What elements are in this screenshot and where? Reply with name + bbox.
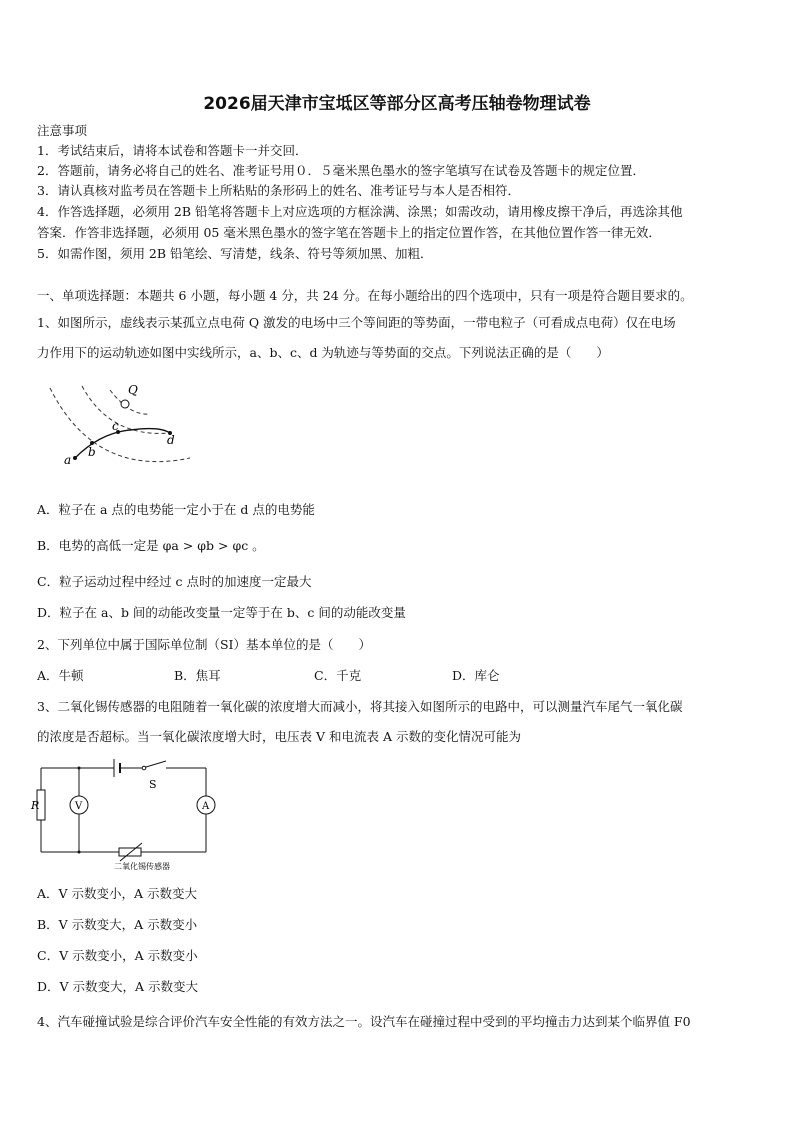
point-a	[73, 456, 77, 460]
q1-option-b: B．电势的高低一定是 φa > φb > φc 。	[37, 538, 265, 553]
q1-field-figure	[40, 378, 220, 473]
q2-stem: 2、下列单位中属于国际单位制（SI）基本单位的是（ ）	[37, 637, 371, 652]
q3-circuit-figure	[31, 755, 229, 875]
note-item: 2．答题前，请务必将自己的姓名、准考证号用０．５毫米黑色墨水的签字笔填写在试卷及答题卡的规定位置．	[37, 163, 645, 178]
label-d: d	[167, 433, 175, 447]
q1-option-d: D．粒子在 a、b 间的动能改变量一定等于在 b、c 间的动能改变量	[37, 605, 406, 620]
q2-option-d: D．库仑	[452, 668, 500, 683]
q1-option-c: C．粒子运动过程中经过 c 点时的加速度一定最大	[37, 574, 312, 589]
equipotential-middle	[82, 386, 170, 433]
sensor-label: 二氧化锡传感器	[114, 862, 170, 871]
switch-contact	[142, 766, 146, 770]
q1-stem-line2: 力作用下的运动轨迹如图中实线所示，a、b、c、d 为轨迹与等势面的交点。下列说法正确的是（ ）	[37, 345, 609, 360]
resistor-label: R	[31, 799, 40, 812]
q3-option-c: C．V 示数变小，A 示数变小	[37, 948, 198, 963]
switch-label: S	[149, 778, 157, 791]
q3-option-a: A．V 示数变小，A 示数变大	[37, 886, 198, 901]
equipotential-outer	[50, 388, 190, 462]
note-item: 答案．作答非选择题，必须用 05 毫米黑色墨水的签字笔在答题卡上的指定位置作答，在其他位置作答一律无效．	[37, 225, 661, 240]
q1-stem-line1: 1、如图所示，虚线表示某孤立点电荷 Q 激发的电场中三个等间距的等势面，一带电粒子（可看成点电荷）仅在电场	[37, 315, 676, 330]
q2-option-c: C．千克	[314, 668, 362, 683]
notes-heading: 注意事项	[37, 123, 88, 138]
voltmeter-label: V	[75, 801, 83, 812]
q3-option-d: D．V 示数变大，A 示数变大	[37, 979, 199, 994]
q1-option-a: A．粒子在 a 点的电势能一定小于在 d 点的电势能	[37, 502, 315, 517]
note-item: 4．作答选择题，必须用 2B 铅笔将答题卡上对应选项的方框涂满、涂黑；如需改动，请用橡皮擦干净后，再选涂其他	[37, 204, 683, 219]
page-title: 2026届天津市宝坻区等部分区高考压轴卷物理试卷	[203, 94, 591, 114]
note-item: 1．考试结束后，请将本试卷和答题卡一并交回．	[37, 143, 308, 158]
q4-stem-line1: 4、汽车碰撞试验是综合评价汽车安全性能的有效方法之一。设汽车在碰撞过程中受到的平均撞击力达到某个临界值 F0	[37, 1014, 691, 1029]
label-b: b	[88, 445, 96, 459]
switch-blade	[146, 761, 166, 767]
sensor-resistor	[119, 848, 141, 856]
point-charge-q	[121, 400, 129, 408]
q2-option-a: A．牛顿	[37, 668, 84, 683]
note-item: 5．如需作图，须用 2B 铅笔绘、写清楚，线条、符号等须加黑、加粗．	[37, 246, 433, 261]
q3-stem-line2: 的浓度是否超标。当一氧化碳浓度增大时，电压表 V 和电流表 A 示数的变化情况可能为	[37, 729, 521, 744]
label-c: c	[112, 419, 119, 433]
q2-option-b: B．焦耳	[174, 668, 221, 683]
q3-stem-line1: 3、二氧化锡传感器的电阻随着一氧化碳的浓度增大而减小，将其接入如图所示的电路中，可以测量汽车尾气一氧化碳	[37, 699, 683, 714]
ammeter-label: A	[202, 801, 210, 812]
label-q: Q	[128, 383, 138, 397]
q3-option-b: B．V 示数变大，A 示数变小	[37, 917, 198, 932]
note-item: 3．请认真核对监考员在答题卡上所粘贴的条形码上的姓名、准考证号与本人是否相符．	[37, 183, 520, 198]
section-heading: 一、单项选择题：本题共 6 小题，每小题 4 分，共 24 分。在每小题给出的四个选项中，只有一项是符合题目要求的。	[37, 288, 693, 303]
label-a: a	[64, 453, 72, 467]
